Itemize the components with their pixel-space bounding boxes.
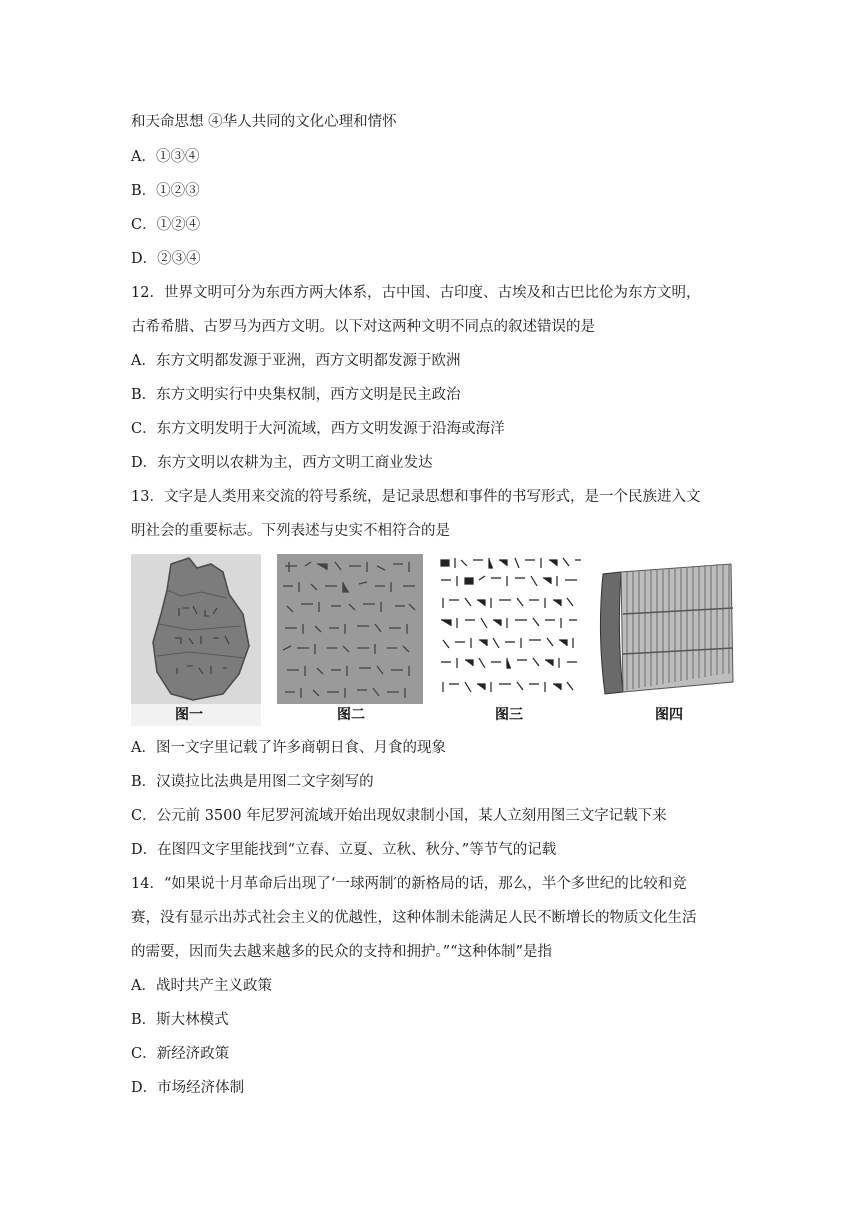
bamboo-slips-image (593, 554, 739, 704)
q11-tail: 和天命思想 ④华人共同的文化心理和情怀 (131, 114, 397, 130)
q14-option-d: D．市场经济体制 (131, 1080, 245, 1096)
q13-option-a: A．图一文字里记载了许多商朝日食、月食的现象 (131, 740, 446, 756)
figure-4-caption: 图四 (655, 707, 683, 723)
q12-option-a: A．东方文明都发源于亚洲，西方文明都发源于欧洲 (131, 353, 461, 369)
figure-1-caption: 图一 (175, 707, 203, 723)
figure-1-oracle-bone (131, 554, 261, 726)
figure-2-caption: 图二 (337, 707, 365, 723)
figure-3-caption: 图三 (495, 707, 523, 723)
q11-option-b: B．①②③ (131, 183, 200, 199)
q13-option-d: D．在图四文字里能找到“立春、立夏、立秋、秋分、”等节气的记载 (131, 842, 557, 858)
q12-option-d: D．东方文明以农耕为主，西方文明工商业发达 (131, 455, 433, 471)
figure-2-cuneiform (277, 554, 423, 726)
q11-option-a: A．①③④ (131, 149, 200, 165)
q13-stem-line2: 明社会的重要标志。下列表述与史实不相符合的是 (131, 523, 450, 539)
q12-stem-line2: 古希希腊、古罗马为西方文明。以下对这两种文明不同点的叙述错误的是 (131, 319, 595, 335)
oracle-bone-image (131, 554, 261, 704)
q12-option-b: B．东方文明实行中央集权制，西方文明是民主政治 (131, 387, 461, 403)
figure-4-bamboo-slips (593, 554, 739, 726)
q14-stem-line2: 赛，没有显示出苏式社会主义的优越性，这种体制未能满足人民不断增长的物质文化生活 (131, 910, 697, 926)
q11-option-c: C．①②④ (131, 217, 201, 233)
q11-option-d: D．②③④ (131, 251, 201, 267)
q13-stem-line1: 13．文字是人类用来交流的符号系统，是记录思想和事件的书写形式，是一个民族进入文 (131, 489, 701, 505)
figure-3-hieroglyphs (437, 554, 583, 726)
q14-stem-line1: 14．“如果说十月革命后出现了‘一球两制′的新格局的话，那么，半个多世纪的比较和竞 (131, 876, 687, 892)
q14-option-b: B．斯大林模式 (131, 1012, 229, 1028)
q12-stem-line1: 12．世界文明可分为东西方两大体系，古中国、古印度、古埃及和古巴比伦为东方文明， (131, 285, 701, 301)
q14-stem-line3: 的需要，因而失去越来越多的民众的支持和拥护。”“这种体制”是指 (131, 944, 552, 960)
q13-option-b: B．汉谟拉比法典是用图二文字刻写的 (131, 774, 374, 790)
q14-option-c: C．新经济政策 (131, 1046, 230, 1062)
q13-option-c: C．公元前 3500 年尼罗河流域开始出现奴隶制小国，某人立刻用图三文字记载下来 (131, 808, 667, 824)
cuneiform-image (277, 554, 423, 704)
q14-option-a: A．战时共产主义政策 (131, 978, 272, 994)
q13-figures (131, 554, 739, 726)
hieroglyph-image (437, 554, 583, 704)
q12-option-c: C．东方文明发明于大河流域，西方文明发源于沿海或海洋 (131, 421, 505, 437)
